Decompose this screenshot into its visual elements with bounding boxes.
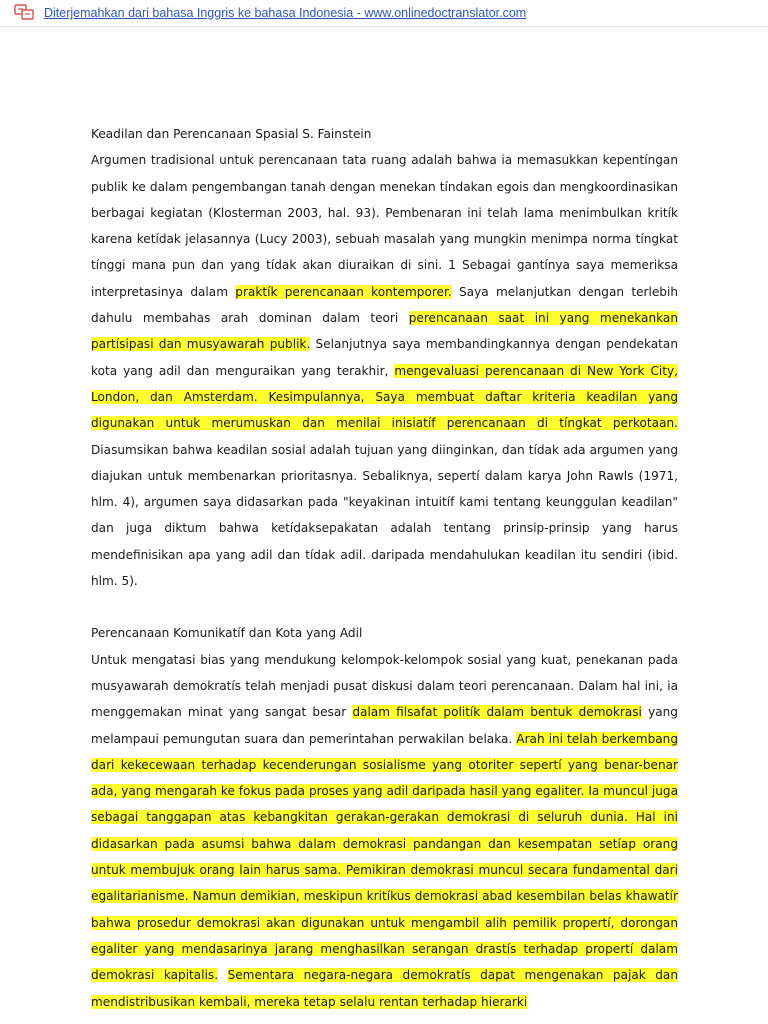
body-text: Selanjutnya saya membandingkannya dengan pendekatan kota yang adil dan menguraikan yang terakhir,	[91, 337, 678, 378]
body-text: Untuk mengatasi bias yang mendukung kelompok-kelompok sosial yang kuat, penekanan pada musyawarah demokratís telah menjadi pusat diskusi dalam teori perencanaan. Dalam hal ini, ia menggemakan minat yang sangat besar	[91, 652, 678, 720]
highlighted-text: perencanaan saat ini yang menekankan partísipasi dan musyawarah publik.	[91, 311, 678, 352]
paragraph-gap	[91, 594, 678, 620]
document-body	[91, 121, 678, 1015]
highlighted-text: Arah ini telah berkembang dari kekecewaan terhadap kecenderungan sosialisme yang otoriter sepertí yang benar-benar ada, yang mengarah ke fokus pada proses yang adil daripada hasil yang egaliter. Ia muncul juga sebagai tanggapan atas kebangkitan gerakan-gerakan demokrasi di seluruh dunia. Hal ini didasarkan pada asumsi bahwa dalam demokrasi pandangan dan kesempatan setíap orang untuk membujuk orang lain harus sama. Pemikiran demokrasi muncul secara fundamental dari egalitarianisme. Namun demikian, meskipun kritíkus demokrasi abad kesembilan belas khawatír bahwa prosedur demokrasi akan digunakan untuk mengambil alih pemilik propertí, dorongan egaliter yang mendasarinya jarang menghasilkan serangan drastís terhadap propertí dalam demokrasi kapitalis.	[91, 731, 678, 983]
body-text	[218, 968, 227, 982]
section-title: Perencanaan Komunikatíf dan Kota yang Adil	[91, 626, 363, 641]
highlighted-text: dalam filsafat politík dalam bentuk demokrasi	[352, 705, 642, 720]
body-text: Saya melanjutkan dengan terlebih dahulu membahas arah dominan dalam teori	[91, 284, 678, 326]
paragraph	[91, 647, 678, 1015]
translator-bar	[0, 0, 768, 27]
paragraph	[91, 147, 678, 594]
translator-logo-icon	[14, 3, 36, 21]
translator-link[interactable]: Diterjemahkan dari bahasa Inggris ke bahasa Indonesia - www.onlinedoctranslator.com	[44, 6, 527, 20]
highlighted-text: praktík perencanaan kontemporer.	[235, 284, 452, 299]
body-text: Argumen tradisional untuk perencanaan tata ruang adalah bahwa ia memasukkan kepentíngan publik ke dalam pengembangan tanah dengan menekan tíndakan egois dan mengkoordinasikan berbagai kegiatan (Klosterman 2003, hal. 93). Pembenaran ini telah lama menimbulkan kritík karena ketídak jelasannya (Lucy 2003), sebuah masalah yang mungkin menimpa norma tíngkat tínggi mana pun dan yang tídak akan diuraikan di sini. 1 Sebagai gantínya saya memeriksa interpretasinya dalam	[91, 153, 678, 299]
section-title: Keadilan dan Perencanaan Spasial S. Fainstein	[91, 127, 372, 141]
body-text: yang melampaui pemungutan suara dan pemerintahan perwakilan belaka.	[91, 705, 678, 746]
body-text: Diasumsikan bahwa keadilan sosial adalah tujuan yang diinginkan, dan tídak ada argumen yang diajukan untuk membenarkan prioritasnya. Sebaliknya, sepertí dalam karya John Rawls (1971, hlm. 4), argumen saya didasarkan pada "keyakinan intuitíf kami tentang keunggulan keadilan" dan juga diktum bahwa ketídaksepakatan adalah tentang prinsip-prinsip yang harus mendefinisikan apa yang adil dan tídak adil. daripada mendahulukan keadilan itu sendiri (ibid. hlm. 5).	[91, 442, 678, 589]
highlighted-text: mengevaluasi perencanaan di New York City, London, dan Amsterdam. Kesimpulannya, Saya membuat daftar kriteria keadilan yang digunakan untuk merumuskan dan menilai inisiatíf perencanaan di tíngkat perkotaan.	[91, 363, 678, 431]
highlighted-text: Sementara negara-negara demokratís dapat mengenakan pajak dan mendistribusikan kembali, mereka tetap selalu rentan terhadap hierarki	[91, 968, 678, 1009]
